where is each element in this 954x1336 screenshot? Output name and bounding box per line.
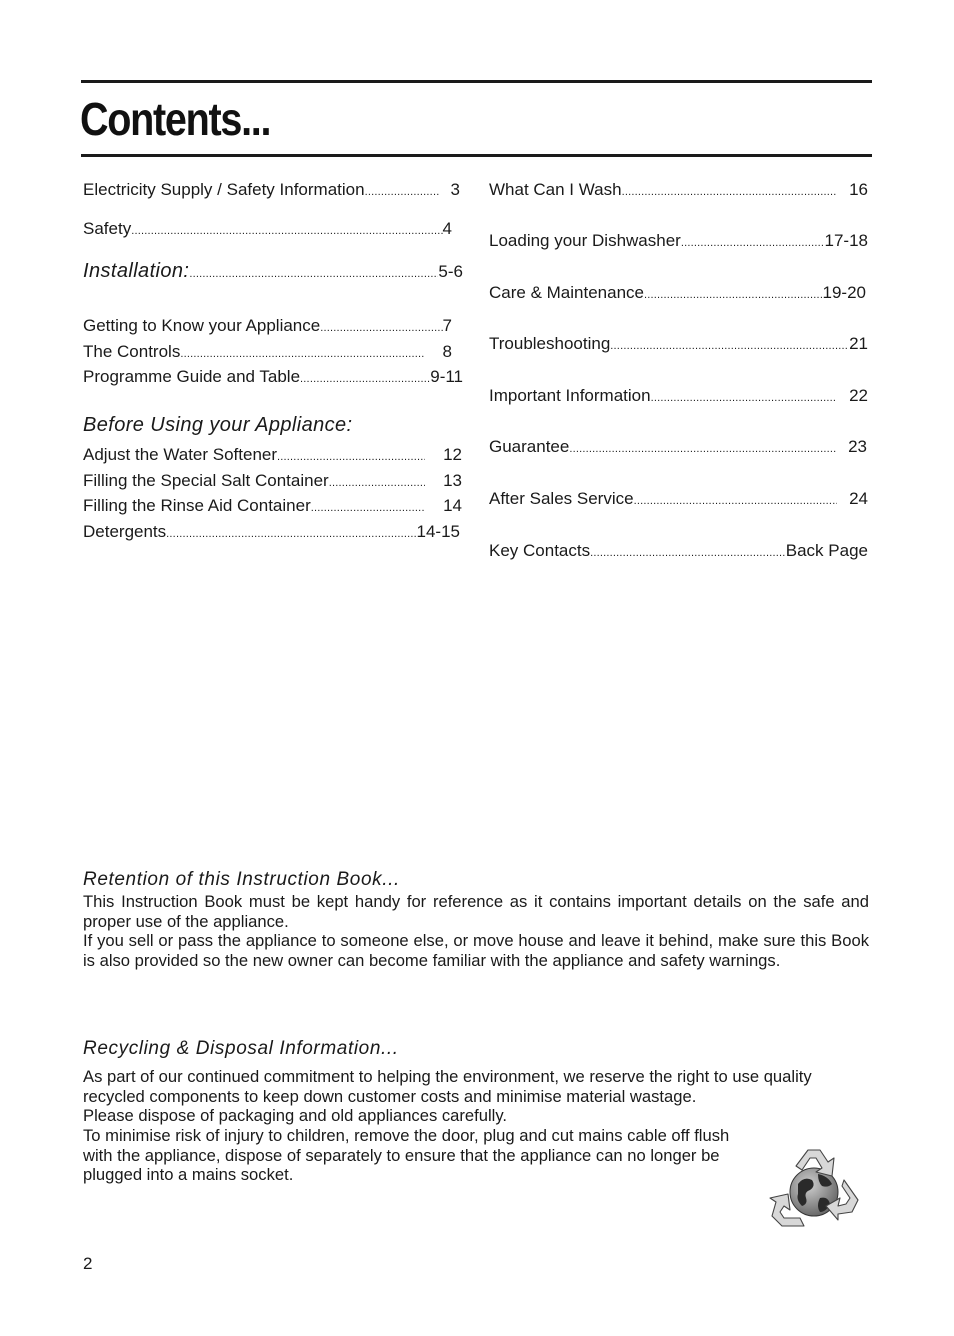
toc-entry[interactable]	[83, 342, 452, 362]
toc-label: Adjust the Water Softener	[83, 445, 278, 464]
toc-entry-installation[interactable]	[83, 260, 463, 283]
toc-page: 14	[443, 496, 462, 515]
toc-page: 4	[442, 219, 452, 238]
toc-entry[interactable]	[83, 445, 462, 465]
toc-entry[interactable]	[489, 180, 868, 200]
toc-page: 16	[849, 180, 868, 199]
toc-page: 14-15	[416, 522, 460, 541]
toc-leader	[166, 528, 416, 540]
toc-entry[interactable]	[83, 471, 462, 491]
toc-entry[interactable]	[489, 489, 868, 509]
recycling-paragraph-1: As part of our continued commitment to helping the environment, we reserve the right to use quality recycled components to keep down customer costs and minimise material wastage.	[83, 1067, 812, 1106]
toc-label: Safety	[83, 219, 132, 238]
toc-page: 7	[442, 316, 452, 335]
recycling-paragraph-2: Please dispose of packaging and old appliances carefully.	[83, 1106, 508, 1125]
toc-entry[interactable]	[83, 367, 463, 387]
toc-leader	[651, 392, 836, 404]
title-underline	[81, 154, 872, 157]
toc-label: Loading your Dishwasher	[489, 231, 681, 250]
toc-entry[interactable]	[83, 180, 460, 200]
toc-entry[interactable]	[489, 334, 868, 354]
toc-entry[interactable]	[489, 437, 867, 457]
toc-page: 8	[442, 342, 452, 361]
toc-page: 21	[849, 334, 868, 353]
toc-page: 13	[443, 471, 462, 490]
toc-leader	[329, 477, 425, 489]
toc-entry[interactable]	[83, 316, 452, 336]
retention-heading: Retention of this Instruction Book...	[83, 869, 400, 890]
toc-leader	[569, 443, 836, 455]
toc-leader	[634, 495, 838, 507]
toc-entry[interactable]	[489, 231, 868, 251]
page-title: Contents...	[80, 93, 271, 145]
toc-label: Filling the Special Salt Container	[83, 471, 329, 490]
toc-label: Filling the Rinse Aid Container	[83, 496, 311, 515]
toc-leader	[180, 348, 424, 360]
page-number: 2	[83, 1254, 93, 1273]
toc-leader	[311, 502, 425, 514]
toc-leader	[131, 225, 442, 237]
toc-label: Important Information	[489, 386, 651, 405]
recycle-globe-icon	[766, 1146, 862, 1236]
toc-leader	[300, 373, 430, 385]
toc-entry[interactable]	[489, 386, 868, 406]
toc-leader	[622, 186, 837, 198]
toc-page: Back Page	[785, 541, 868, 560]
recycling-paragraph-3: To minimise risk of injury to children, remove the door, plug and cut mains cable off flush with the appliance, dispose of separately to ensure that the appliance can no longer be plugged into a mains socket.	[83, 1126, 730, 1185]
toc-label: Getting to Know your Appliance	[83, 316, 321, 335]
toc-label: Electricity Supply / Safety Information	[83, 180, 365, 199]
toc-leader	[644, 289, 823, 301]
toc-label: Troubleshooting	[489, 334, 611, 353]
toc-label: Care & Maintenance	[489, 283, 644, 302]
toc-leader	[320, 322, 442, 334]
toc-label: After Sales Service	[489, 489, 634, 508]
toc-entry[interactable]	[83, 219, 452, 239]
top-rule	[81, 80, 872, 83]
toc-page: 12	[443, 445, 462, 464]
toc-page: 22	[849, 386, 868, 405]
toc-leader	[189, 268, 438, 280]
retention-paragraph-1: This Instruction Book must be kept handy for reference as it contains important details on the safe and proper use of the appliance.	[83, 892, 869, 931]
toc-page: 19-20	[822, 283, 866, 302]
toc-label: The Controls	[83, 342, 181, 361]
toc-entry[interactable]	[83, 522, 460, 542]
toc-leader	[590, 547, 786, 559]
toc-entry[interactable]	[489, 541, 868, 561]
toc-leader	[610, 340, 849, 352]
toc-page: 24	[849, 489, 868, 508]
toc-page: 9-11	[430, 367, 463, 386]
toc-page: 17-18	[824, 231, 868, 250]
toc-page: 5-6	[438, 262, 463, 281]
toc-label: Detergents	[83, 522, 167, 541]
toc-label: Installation:	[83, 260, 190, 282]
toc-section-heading: Before Using your Appliance:	[83, 414, 353, 436]
toc-leader	[365, 186, 439, 198]
toc-entry[interactable]	[83, 496, 462, 516]
toc-label: What Can I Wash	[489, 180, 622, 199]
toc-leader	[277, 451, 425, 463]
toc-label: Guarantee	[489, 437, 570, 456]
toc-entry[interactable]	[489, 283, 866, 303]
toc-label: Programme Guide and Table	[83, 367, 301, 386]
toc-leader	[681, 237, 825, 249]
toc-page: 23	[848, 437, 867, 456]
toc-label: Key Contacts	[489, 541, 591, 560]
toc-page: 3	[450, 180, 460, 199]
retention-paragraph-2: If you sell or pass the appliance to someone else, or move house and leave it behind, make sure this Book is also provided so the new owner can become familiar with the appliance and safety warnings.	[83, 931, 869, 970]
recycling-heading: Recycling & Disposal Information...	[83, 1038, 399, 1059]
